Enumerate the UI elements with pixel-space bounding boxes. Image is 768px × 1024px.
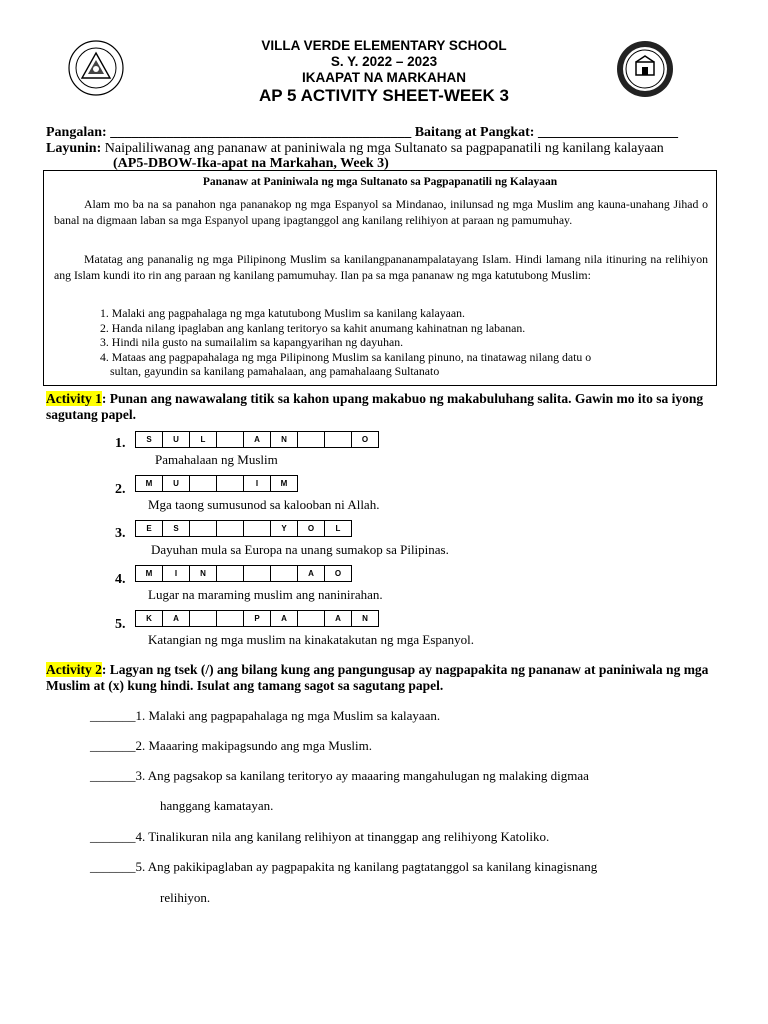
letter-cell: I — [243, 475, 271, 492]
reading-list — [100, 306, 708, 379]
objective-text: Naipaliliwanag ang pananaw at paniniwala ng mga Sultanato sa pagpapanatili ng kanilang kalayaan — [104, 141, 664, 156]
reading-list-item: 3. Hindi nila gusto na sumailalim sa kapangyarihan ng dayuhan. — [100, 335, 404, 350]
school-year: S. Y. 2022 – 2023 — [330, 54, 438, 69]
letter-cell: L — [324, 520, 352, 537]
blank-letter-cell[interactable] — [270, 565, 298, 582]
statement-continuation: relihiyon. — [160, 890, 211, 905]
letter-cell: M — [135, 475, 163, 492]
blank-letter-cell[interactable] — [324, 431, 352, 448]
clue-text: Mga taong sumusunod sa kalooban ni Allah. — [148, 497, 380, 512]
reading-paragraph-1: Alam mo ba na sa panahon nga pananakop ng mga Espanyol sa Mindanao, inilunsad ng mga Muslim ang kauna-unahang Jihad o banal na digmaan laban sa mga Espanyol upang ipagtanggol ang kanilang relihiyon at paraan ng pamumuhay. — [54, 197, 708, 227]
reading-list-item: 4. Mataas ang pagpapahalaga ng mga Pilipinong Muslim sa kanilang pinuno, na tinatawag nilang datu o — [100, 349, 592, 364]
quarter: IKAAPAT NA MARKAHAN — [302, 70, 466, 85]
statement-item: _______2. Maaaring makipagsundo ang mga Muslim. — [90, 738, 372, 753]
activity-2-instruction — [46, 662, 722, 694]
statement-item: _______1. Malaki ang pagpapahalaga ng mga Muslim sa kalayaan. — [90, 708, 441, 723]
clue-text: Dayuhan mula sa Europa na unang sumakop sa Pilipinas. — [151, 542, 449, 557]
letter-cell: O — [297, 520, 325, 537]
letter-cell: N — [351, 610, 379, 627]
letter-cell: N — [189, 565, 217, 582]
reading-list-item: 2. Handa nilang ipaglaban ang kanlang teritoryo sa kahit anumang kahinatnan ng labanan. — [100, 320, 526, 335]
name-blank: ___________________________________________ — [110, 125, 412, 140]
item-number: 4. — [115, 572, 126, 587]
blank-letter-cell[interactable] — [243, 565, 271, 582]
blank-letter-cell[interactable] — [297, 431, 325, 448]
letter-cell: K — [135, 610, 163, 627]
grade-blank: ____________________ — [537, 125, 678, 140]
activity-2-label: Activity 2 — [46, 662, 102, 677]
blank-letter-cell[interactable] — [189, 520, 217, 537]
blank-letter-cell[interactable] — [189, 610, 217, 627]
blank-letter-cell[interactable] — [216, 431, 244, 448]
letter-boxes — [135, 565, 351, 583]
blank-letter-cell[interactable] — [243, 520, 271, 537]
letter-cell: A — [324, 610, 352, 627]
letter-cell: M — [270, 475, 298, 492]
letter-boxes — [135, 520, 351, 538]
letter-cell: U — [162, 431, 190, 448]
reading-paragraph-2: Matatag ang pananalig ng mga Pilipinong Muslim sa kanilangpananampalatayang Islam. Hindi lamang nila itinuring na relihiyon ang Islam kundi ito rin ang paraan ng kanilang pamumuhay. Ilan pa sa mga pananaw ng mga katutubong Muslim: — [54, 252, 708, 282]
blank-letter-cell[interactable] — [216, 565, 244, 582]
letter-cell: O — [351, 431, 379, 448]
letter-cell: A — [162, 610, 190, 627]
blank-letter-cell[interactable] — [216, 610, 244, 627]
blank-letter-cell[interactable] — [297, 610, 325, 627]
letter-cell: U — [162, 475, 190, 492]
letter-boxes — [135, 610, 378, 628]
statement-continuation: hanggang kamatayan. — [160, 798, 274, 813]
letter-cell: M — [135, 565, 163, 582]
objective-line — [46, 141, 664, 157]
activity-1-instruction — [46, 391, 722, 423]
item-number: 5. — [115, 617, 126, 632]
letter-cell: L — [189, 431, 217, 448]
letter-cell: P — [243, 610, 271, 627]
clue-text: Katangian ng mga muslim na kinakatakutan ng mga Espanyol. — [148, 632, 475, 647]
clue-text: Lugar na maraming muslim ang naninirahan. — [148, 587, 383, 602]
letter-cell: I — [162, 565, 190, 582]
reading-list-item: sultan, gayundin sa kanilang pamahalaan, ang pamahalaang Sultanato — [110, 364, 440, 379]
statement-item: _______3. Ang pagsakop sa kanilang teritoryo ay maaaring mangahulugan ng malaking digmaa — [90, 768, 589, 783]
letter-cell: A — [270, 610, 298, 627]
letter-cell: E — [135, 520, 163, 537]
letter-cell: Y — [270, 520, 298, 537]
competency-code: (AP5-DBOW-Ika-apat na Markahan, Week 3) — [113, 156, 389, 171]
grade-label: Baitang at Pangkat: — [414, 125, 535, 140]
header — [0, 38, 768, 106]
item-number: 1. — [115, 436, 126, 451]
letter-cell: O — [324, 565, 352, 582]
school-name: VILLA VERDE ELEMENTARY SCHOOL — [261, 38, 507, 53]
letter-boxes — [135, 431, 378, 449]
reading-box — [43, 170, 717, 386]
letter-cell: S — [135, 431, 163, 448]
reading-title: Pananaw at Paniniwala ng mga Sultanato sa Pagpapanatili ng Kalayaan — [202, 176, 558, 188]
letter-cell: A — [297, 565, 325, 582]
clue-text: Pamahalaan ng Muslim — [155, 452, 278, 467]
letter-boxes — [135, 475, 297, 493]
sheet-title: AP 5 ACTIVITY SHEET-WEEK 3 — [258, 86, 510, 105]
name-label: Pangalan: — [46, 125, 107, 140]
activity-2-text: : Lagyan ng tsek (/) ang bilang kung ang pangungusap ay nagpapakita ng pananaw at paniniwala ng mga Muslim at (x) kung hindi. Isulat ang tamang sagot sa sagutang papel. — [46, 662, 709, 693]
blank-letter-cell[interactable] — [216, 475, 244, 492]
letter-cell: A — [243, 431, 271, 448]
objective-label: Layunin: — [46, 141, 102, 156]
blank-letter-cell[interactable] — [189, 475, 217, 492]
letter-cell: N — [270, 431, 298, 448]
letter-cell: S — [162, 520, 190, 537]
item-number: 2. — [115, 482, 126, 497]
reading-list-item: 1. Malaki ang pagpahalaga ng mga katutubong Muslim sa kanilang kalayaan. — [100, 306, 465, 320]
statement-item: _______5. Ang pakikipaglaban ay pagpapakita ng kanilang pagtatanggol sa kanilang kinagisnang — [90, 859, 598, 874]
blank-letter-cell[interactable] — [216, 520, 244, 537]
name-line — [46, 125, 678, 141]
item-number: 3. — [115, 526, 126, 541]
activity-1-text: : Punan ang nawawalang titik sa kahon upang makabuo ng makabuluhang salita. Gawin mo ito sa iyong sagutang papel. — [46, 391, 704, 422]
activity-1-label: Activity 1 — [46, 391, 102, 406]
statement-item: _______4. Tinalikuran nila ang kanilang relihiyon at tinanggap ang relihiyong Katoliko. — [90, 829, 550, 844]
